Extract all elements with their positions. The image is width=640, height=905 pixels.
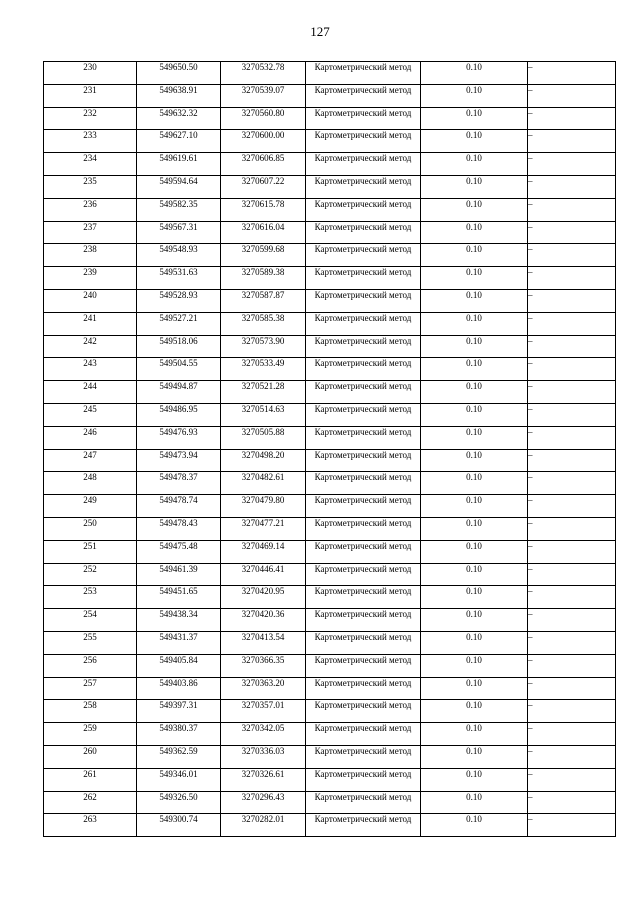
y-coordinate-cell: 3270607.22 [221, 175, 306, 198]
y-coordinate-cell: 3270342.05 [221, 723, 306, 746]
method-cell: Картометрический метод [306, 198, 421, 221]
table-row [44, 700, 616, 723]
description-cell: – [528, 221, 616, 244]
x-coordinate-cell: 549405.84 [137, 654, 221, 677]
description-cell: – [528, 175, 616, 198]
point-number-cell: 238 [44, 244, 137, 267]
y-coordinate-cell: 3270560.80 [221, 107, 306, 130]
x-coordinate-cell: 549451.65 [137, 586, 221, 609]
point-number-cell: 245 [44, 403, 137, 426]
description-cell: – [528, 84, 616, 107]
x-coordinate-cell: 549650.50 [137, 62, 221, 85]
point-number-cell: 253 [44, 586, 137, 609]
point-number-cell: 248 [44, 472, 137, 495]
error-cell: 0.10 [421, 381, 528, 404]
x-coordinate-cell: 549475.48 [137, 540, 221, 563]
description-cell: – [528, 654, 616, 677]
error-cell: 0.10 [421, 472, 528, 495]
table-row [44, 426, 616, 449]
point-number-cell: 234 [44, 153, 137, 176]
x-coordinate-cell: 549473.94 [137, 449, 221, 472]
method-cell: Картометрический метод [306, 449, 421, 472]
table-row [44, 381, 616, 404]
description-cell: – [528, 358, 616, 381]
description-cell: – [528, 335, 616, 358]
description-cell: – [528, 62, 616, 85]
error-cell: 0.10 [421, 609, 528, 632]
table-row [44, 289, 616, 312]
method-cell: Картометрический метод [306, 654, 421, 677]
point-number-cell: 232 [44, 107, 137, 130]
y-coordinate-cell: 3270420.36 [221, 609, 306, 632]
error-cell: 0.10 [421, 814, 528, 837]
error-cell: 0.10 [421, 586, 528, 609]
x-coordinate-cell: 549300.74 [137, 814, 221, 837]
y-coordinate-cell: 3270532.78 [221, 62, 306, 85]
description-cell: – [528, 700, 616, 723]
x-coordinate-cell: 549518.06 [137, 335, 221, 358]
point-number-cell: 230 [44, 62, 137, 85]
description-cell: – [528, 198, 616, 221]
error-cell: 0.10 [421, 700, 528, 723]
x-coordinate-cell: 549478.74 [137, 495, 221, 518]
table-row [44, 472, 616, 495]
x-coordinate-cell: 549438.34 [137, 609, 221, 632]
description-cell: – [528, 631, 616, 654]
y-coordinate-cell: 3270482.61 [221, 472, 306, 495]
method-cell: Картометрический метод [306, 700, 421, 723]
method-cell: Картометрический метод [306, 540, 421, 563]
point-number-cell: 258 [44, 700, 137, 723]
y-coordinate-cell: 3270600.00 [221, 130, 306, 153]
x-coordinate-cell: 549403.86 [137, 677, 221, 700]
method-cell: Картометрический метод [306, 677, 421, 700]
x-coordinate-cell: 549582.35 [137, 198, 221, 221]
table-row [44, 609, 616, 632]
error-cell: 0.10 [421, 335, 528, 358]
method-cell: Картометрический метод [306, 791, 421, 814]
table-row [44, 677, 616, 700]
x-coordinate-cell: 549632.32 [137, 107, 221, 130]
point-number-cell: 231 [44, 84, 137, 107]
error-cell: 0.10 [421, 449, 528, 472]
method-cell: Картометрический метод [306, 62, 421, 85]
point-number-cell: 255 [44, 631, 137, 654]
point-number-cell: 243 [44, 358, 137, 381]
description-cell: – [528, 244, 616, 267]
x-coordinate-cell: 549362.59 [137, 745, 221, 768]
table-row [44, 130, 616, 153]
x-coordinate-cell: 549478.37 [137, 472, 221, 495]
description-cell: – [528, 586, 616, 609]
method-cell: Картометрический метод [306, 586, 421, 609]
point-number-cell: 252 [44, 563, 137, 586]
table-row [44, 175, 616, 198]
error-cell: 0.10 [421, 84, 528, 107]
x-coordinate-cell: 549476.93 [137, 426, 221, 449]
point-number-cell: 251 [44, 540, 137, 563]
table-row [44, 403, 616, 426]
x-coordinate-cell: 549527.21 [137, 312, 221, 335]
x-coordinate-cell: 549528.93 [137, 289, 221, 312]
method-cell: Картометрический метод [306, 244, 421, 267]
error-cell: 0.10 [421, 267, 528, 290]
x-coordinate-cell: 549548.93 [137, 244, 221, 267]
x-coordinate-cell: 549326.50 [137, 791, 221, 814]
point-number-cell: 240 [44, 289, 137, 312]
y-coordinate-cell: 3270282.01 [221, 814, 306, 837]
description-cell: – [528, 426, 616, 449]
x-coordinate-cell: 549619.61 [137, 153, 221, 176]
error-cell: 0.10 [421, 495, 528, 518]
table-row [44, 221, 616, 244]
error-cell: 0.10 [421, 175, 528, 198]
error-cell: 0.10 [421, 745, 528, 768]
y-coordinate-cell: 3270420.95 [221, 586, 306, 609]
table-row [44, 335, 616, 358]
error-cell: 0.10 [421, 654, 528, 677]
table-row [44, 791, 616, 814]
error-cell: 0.10 [421, 768, 528, 791]
y-coordinate-cell: 3270514.63 [221, 403, 306, 426]
point-number-cell: 235 [44, 175, 137, 198]
point-number-cell: 250 [44, 517, 137, 540]
y-coordinate-cell: 3270521.28 [221, 381, 306, 404]
y-coordinate-cell: 3270366.35 [221, 654, 306, 677]
table-row [44, 267, 616, 290]
table-row [44, 517, 616, 540]
coordinates-table [43, 61, 616, 837]
table-row [44, 631, 616, 654]
method-cell: Картометрический метод [306, 768, 421, 791]
y-coordinate-cell: 3270326.61 [221, 768, 306, 791]
point-number-cell: 257 [44, 677, 137, 700]
error-cell: 0.10 [421, 563, 528, 586]
point-number-cell: 241 [44, 312, 137, 335]
y-coordinate-cell: 3270587.87 [221, 289, 306, 312]
error-cell: 0.10 [421, 107, 528, 130]
y-coordinate-cell: 3270336.03 [221, 745, 306, 768]
point-number-cell: 256 [44, 654, 137, 677]
y-coordinate-cell: 3270573.90 [221, 335, 306, 358]
method-cell: Картометрический метод [306, 335, 421, 358]
description-cell: – [528, 449, 616, 472]
y-coordinate-cell: 3270589.38 [221, 267, 306, 290]
error-cell: 0.10 [421, 289, 528, 312]
method-cell: Картометрический метод [306, 631, 421, 654]
x-coordinate-cell: 549627.10 [137, 130, 221, 153]
error-cell: 0.10 [421, 153, 528, 176]
table-row [44, 563, 616, 586]
method-cell: Картометрический метод [306, 267, 421, 290]
method-cell: Картометрический метод [306, 107, 421, 130]
coordinates-table-body [44, 62, 616, 837]
point-number-cell: 249 [44, 495, 137, 518]
y-coordinate-cell: 3270469.14 [221, 540, 306, 563]
description-cell: – [528, 403, 616, 426]
method-cell: Картометрический метод [306, 312, 421, 335]
method-cell: Картометрический метод [306, 517, 421, 540]
method-cell: Картометрический метод [306, 289, 421, 312]
error-cell: 0.10 [421, 130, 528, 153]
table-row [44, 586, 616, 609]
error-cell: 0.10 [421, 791, 528, 814]
y-coordinate-cell: 3270357.01 [221, 700, 306, 723]
table-row [44, 62, 616, 85]
y-coordinate-cell: 3270479.80 [221, 495, 306, 518]
point-number-cell: 259 [44, 723, 137, 746]
x-coordinate-cell: 549494.87 [137, 381, 221, 404]
point-number-cell: 261 [44, 768, 137, 791]
y-coordinate-cell: 3270585.38 [221, 312, 306, 335]
error-cell: 0.10 [421, 517, 528, 540]
description-cell: – [528, 381, 616, 404]
method-cell: Картометрический метод [306, 175, 421, 198]
table-row [44, 449, 616, 472]
description-cell: – [528, 289, 616, 312]
y-coordinate-cell: 3270363.20 [221, 677, 306, 700]
table-row [44, 723, 616, 746]
table-row [44, 540, 616, 563]
method-cell: Картометрический метод [306, 403, 421, 426]
y-coordinate-cell: 3270599.68 [221, 244, 306, 267]
description-cell: – [528, 723, 616, 746]
description-cell: – [528, 768, 616, 791]
x-coordinate-cell: 549461.39 [137, 563, 221, 586]
method-cell: Картометрический метод [306, 472, 421, 495]
method-cell: Картометрический метод [306, 609, 421, 632]
error-cell: 0.10 [421, 403, 528, 426]
description-cell: – [528, 312, 616, 335]
description-cell: – [528, 517, 616, 540]
method-cell: Картометрический метод [306, 563, 421, 586]
y-coordinate-cell: 3270606.85 [221, 153, 306, 176]
table-row [44, 814, 616, 837]
point-number-cell: 233 [44, 130, 137, 153]
method-cell: Картометрический метод [306, 814, 421, 837]
description-cell: – [528, 609, 616, 632]
x-coordinate-cell: 549567.31 [137, 221, 221, 244]
table-row [44, 495, 616, 518]
y-coordinate-cell: 3270505.88 [221, 426, 306, 449]
description-cell: – [528, 495, 616, 518]
description-cell: – [528, 130, 616, 153]
table-row [44, 745, 616, 768]
x-coordinate-cell: 549346.01 [137, 768, 221, 791]
method-cell: Картометрический метод [306, 358, 421, 381]
method-cell: Картометрический метод [306, 381, 421, 404]
point-number-cell: 242 [44, 335, 137, 358]
description-cell: – [528, 267, 616, 290]
table-row [44, 768, 616, 791]
description-cell: – [528, 745, 616, 768]
x-coordinate-cell: 549397.31 [137, 700, 221, 723]
description-cell: – [528, 540, 616, 563]
error-cell: 0.10 [421, 244, 528, 267]
y-coordinate-cell: 3270533.49 [221, 358, 306, 381]
point-number-cell: 236 [44, 198, 137, 221]
description-cell: – [528, 791, 616, 814]
y-coordinate-cell: 3270498.20 [221, 449, 306, 472]
y-coordinate-cell: 3270446.41 [221, 563, 306, 586]
point-number-cell: 239 [44, 267, 137, 290]
method-cell: Картометрический метод [306, 495, 421, 518]
x-coordinate-cell: 549431.37 [137, 631, 221, 654]
table-row [44, 153, 616, 176]
description-cell: – [528, 107, 616, 130]
point-number-cell: 260 [44, 745, 137, 768]
description-cell: – [528, 814, 616, 837]
error-cell: 0.10 [421, 198, 528, 221]
error-cell: 0.10 [421, 723, 528, 746]
x-coordinate-cell: 549380.37 [137, 723, 221, 746]
table-row [44, 244, 616, 267]
method-cell: Картометрический метод [306, 84, 421, 107]
method-cell: Картометрический метод [306, 723, 421, 746]
y-coordinate-cell: 3270413.54 [221, 631, 306, 654]
y-coordinate-cell: 3270615.78 [221, 198, 306, 221]
point-number-cell: 247 [44, 449, 137, 472]
error-cell: 0.10 [421, 358, 528, 381]
description-cell: – [528, 153, 616, 176]
y-coordinate-cell: 3270539.07 [221, 84, 306, 107]
x-coordinate-cell: 549486.95 [137, 403, 221, 426]
y-coordinate-cell: 3270616.04 [221, 221, 306, 244]
x-coordinate-cell: 549594.64 [137, 175, 221, 198]
error-cell: 0.10 [421, 312, 528, 335]
description-cell: – [528, 677, 616, 700]
error-cell: 0.10 [421, 631, 528, 654]
table-row [44, 358, 616, 381]
method-cell: Картометрический метод [306, 153, 421, 176]
x-coordinate-cell: 549638.91 [137, 84, 221, 107]
method-cell: Картометрический метод [306, 426, 421, 449]
point-number-cell: 244 [44, 381, 137, 404]
error-cell: 0.10 [421, 677, 528, 700]
x-coordinate-cell: 549531.63 [137, 267, 221, 290]
x-coordinate-cell: 549478.43 [137, 517, 221, 540]
description-cell: – [528, 472, 616, 495]
error-cell: 0.10 [421, 221, 528, 244]
table-row [44, 84, 616, 107]
point-number-cell: 262 [44, 791, 137, 814]
table-row [44, 198, 616, 221]
point-number-cell: 263 [44, 814, 137, 837]
method-cell: Картометрический метод [306, 745, 421, 768]
x-coordinate-cell: 549504.55 [137, 358, 221, 381]
y-coordinate-cell: 3270477.21 [221, 517, 306, 540]
error-cell: 0.10 [421, 540, 528, 563]
point-number-cell: 254 [44, 609, 137, 632]
point-number-cell: 237 [44, 221, 137, 244]
description-cell: – [528, 563, 616, 586]
method-cell: Картометрический метод [306, 130, 421, 153]
table-row [44, 312, 616, 335]
table-row [44, 654, 616, 677]
error-cell: 0.10 [421, 62, 528, 85]
y-coordinate-cell: 3270296.43 [221, 791, 306, 814]
page-number: 127 [310, 24, 330, 39]
point-number-cell: 246 [44, 426, 137, 449]
method-cell: Картометрический метод [306, 221, 421, 244]
table-row [44, 107, 616, 130]
error-cell: 0.10 [421, 426, 528, 449]
